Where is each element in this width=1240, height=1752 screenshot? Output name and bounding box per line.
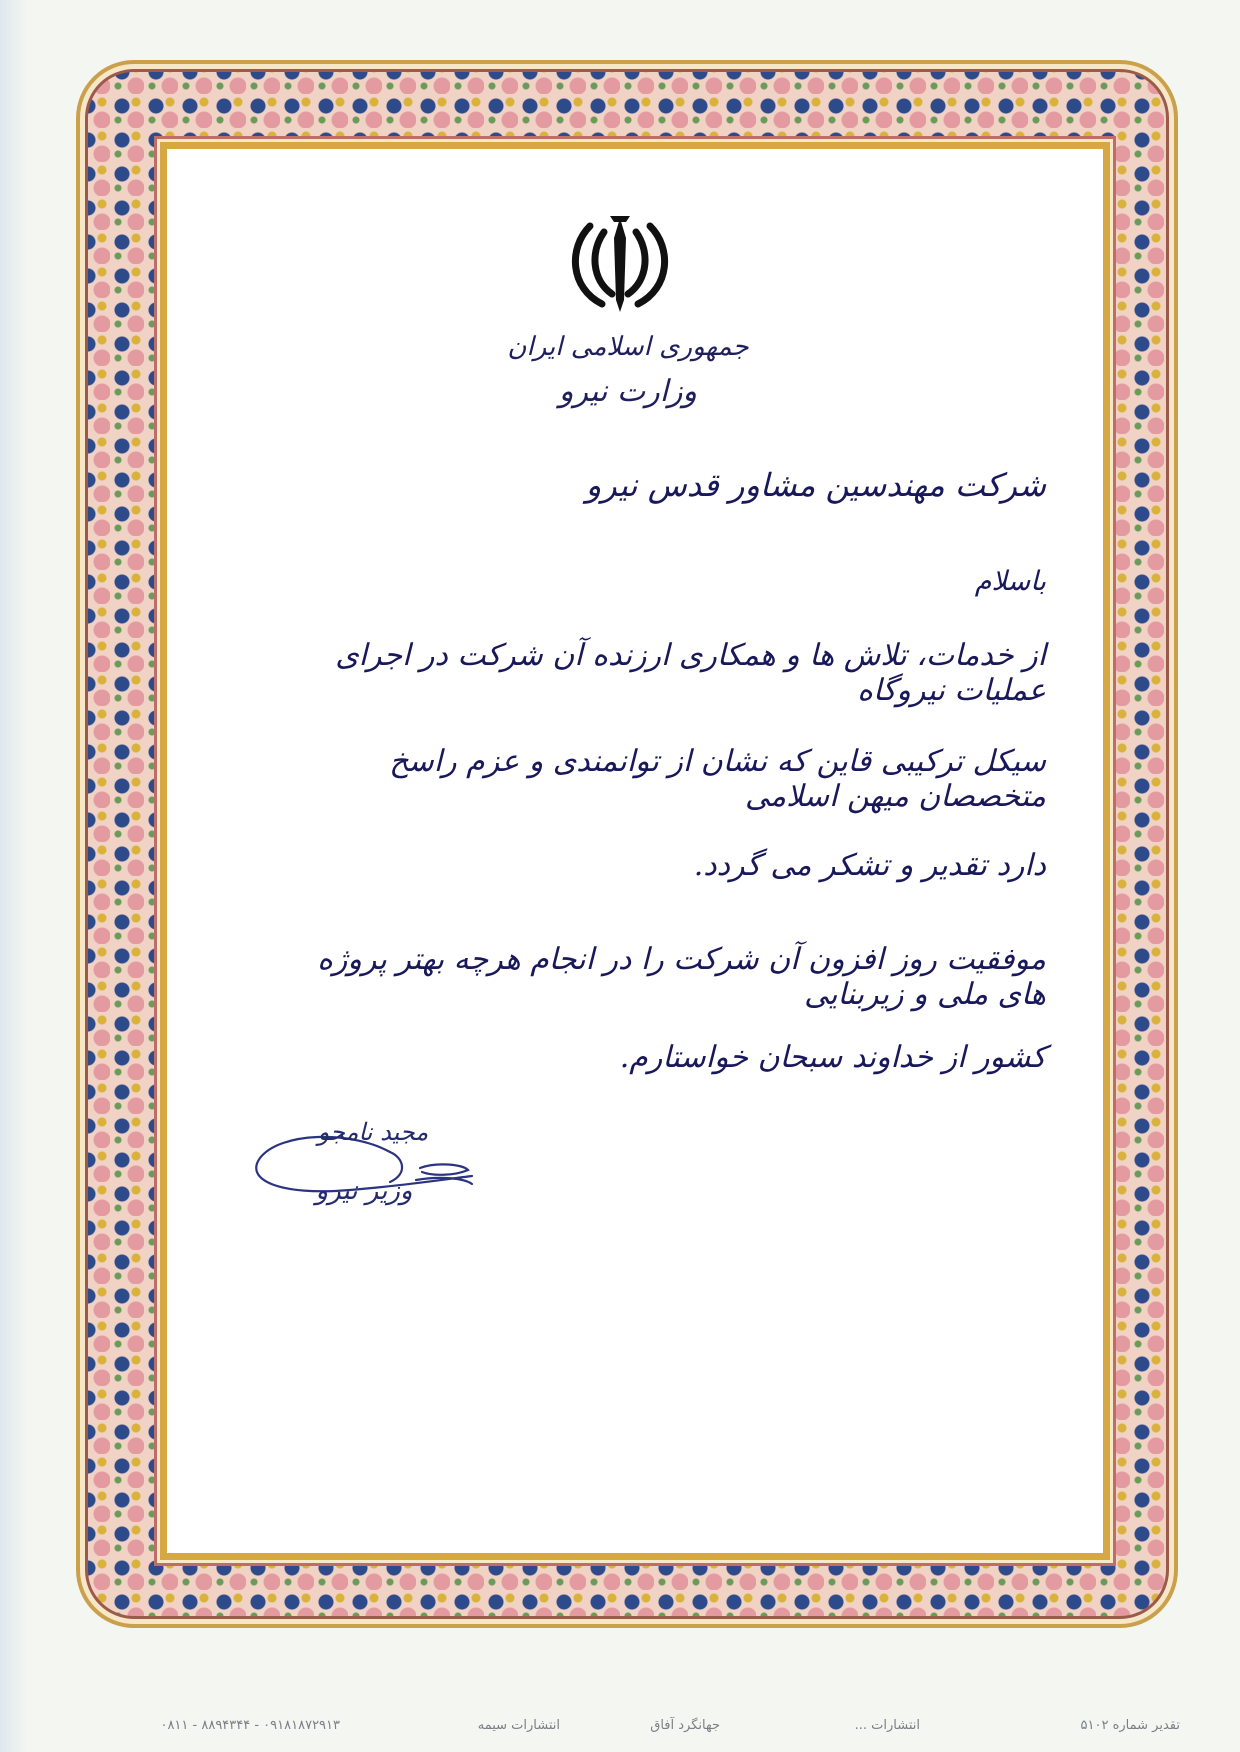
footer-text: انتشارات سیمه xyxy=(477,1718,560,1733)
letter-line: از خدمات، تلاش ها و همکاری ارزنده آن شرکت در اجرای عملیات نیروگاه xyxy=(335,638,1046,708)
footer-text: تقدیر شماره ۵۱۰۲ xyxy=(1080,1718,1180,1733)
iran-emblem-icon xyxy=(560,208,680,318)
certificate-content xyxy=(180,160,1076,1530)
signatory-title: وزیر نیرو xyxy=(315,1176,413,1206)
letter-greeting: باسلام xyxy=(974,566,1046,597)
footer-text: جهانگرد آفاق xyxy=(650,1718,720,1733)
signatory-name: مجید نامجو xyxy=(317,1118,429,1146)
footer-phone: ۰۸۱۱ - ۸۸۹۴۳۴۴ - ۰۹۱۸۱۸۷۲۹۱۳ xyxy=(160,1718,340,1733)
letter-line: دارد تقدیر و تشکر می گردد. xyxy=(693,848,1046,883)
letter-line: سیکل ترکیبی قاین که نشان از توانمندی و عزم راسخ متخصصان میهن اسلامی xyxy=(389,744,1046,814)
scan-page-edge xyxy=(0,0,28,1752)
ministry-name: وزارت نیرو xyxy=(558,374,698,409)
letter-line: کشور از خداوند سبحان خواستارم. xyxy=(619,1040,1046,1075)
printer-footer xyxy=(60,1718,1180,1740)
letter-addressee: شرکت مهندسین مشاور قدس نیرو xyxy=(585,466,1046,504)
footer-text: انتشارات ... xyxy=(854,1718,920,1733)
letter-line: موفقیت روز افزون آن شرکت را در انجام هرچه بهتر پروژه های ملی و زیربنایی xyxy=(317,942,1046,1012)
country-name: جمهوری اسلامی ایران xyxy=(507,332,749,362)
